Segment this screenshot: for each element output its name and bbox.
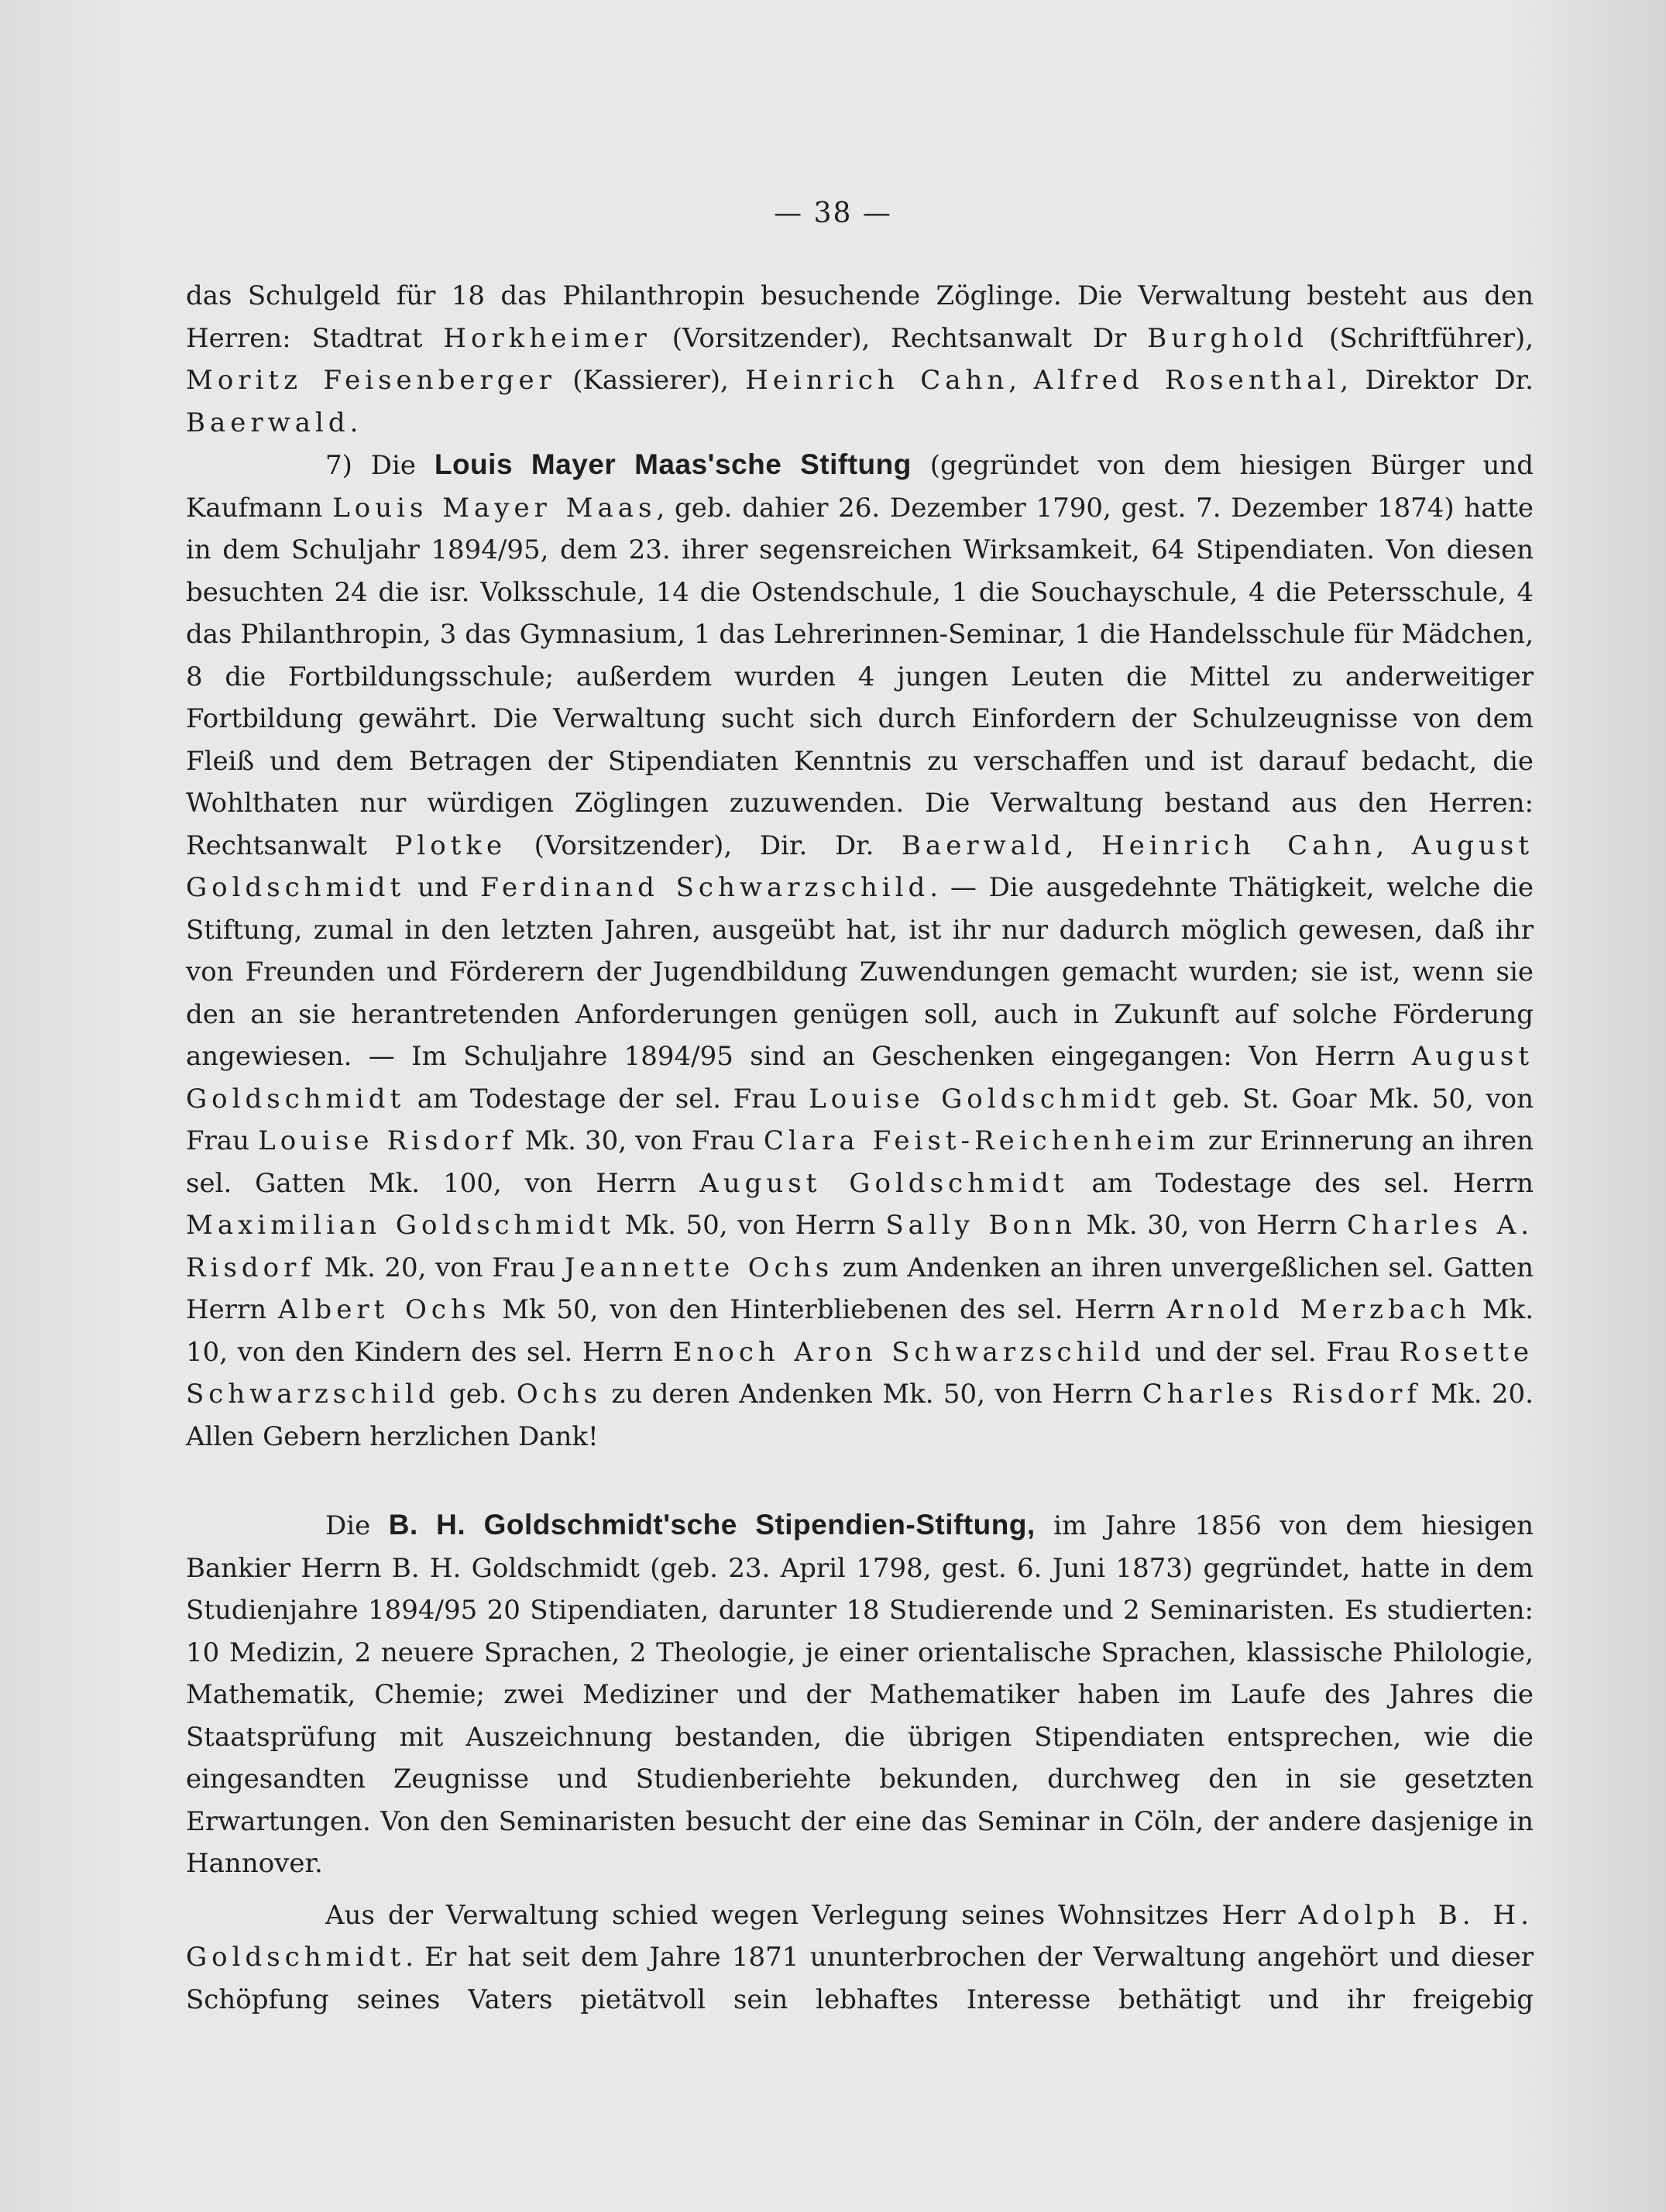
text-block-lower xyxy=(186,1504,1534,2021)
spaced-name: Louise Risdorf xyxy=(258,1125,517,1156)
spaced-name: Clara Feist-Reichenheim xyxy=(763,1125,1200,1156)
text-run: Mk. 30, von Herrn xyxy=(1076,1210,1348,1241)
spaced-name: Baerwald xyxy=(186,407,350,438)
text-run: zur Erinnerung an ihren sel. Gatten Mk. 100, von Herrn xyxy=(186,1125,1534,1199)
text-run: (Vorsitzender), Rechtsanwalt Dr xyxy=(651,322,1148,354)
text-run: das Schulgeld für 18 das Philanthropin besuchende Zöglinge. Die Verwaltung besteht aus den Herren: Stadtrat xyxy=(186,280,1534,354)
text-run: und der sel. Frau xyxy=(1145,1336,1400,1368)
text-run: (Kassierer), xyxy=(555,365,746,396)
spaced-name: Louise Goldschmidt xyxy=(809,1083,1161,1115)
spaced-name: Plotke xyxy=(394,830,507,861)
text-run: am Todestage der sel. Frau xyxy=(405,1083,809,1115)
spaced-name: Baerwald xyxy=(902,830,1066,861)
text-run: , xyxy=(1376,830,1412,861)
spaced-name: Heinrich Cahn xyxy=(1101,830,1376,861)
text-run: geb. St. Goar Mk. 50, von Frau xyxy=(186,1083,1534,1156)
spaced-name: Sally Bonn xyxy=(885,1210,1077,1241)
text-run: (gegründet von dem hiesigen Bürger und Kaufmann xyxy=(186,450,1534,524)
spaced-name: August Goldschmidt xyxy=(186,830,1534,903)
text-run: . — Die ausgedehnte Thätigkeit, welche die Stiftung, zumal in den letzten Jahren, ausgeübt hat, ist ihr nur dadurch möglich gewesen, daß ihr von Freunden und Förderern der Jugendbildung Zuwendungen gemacht wurden; sie ist, wenn sie den an sie herantretenden Anforderungen genügen soll, auch in Zukunft auf solche Förderung angewiesen. — Im Schuljahre 1894/95 sind an Geschenken eingegangen: Von Herrn xyxy=(186,872,1534,1072)
text-block-upper xyxy=(186,275,1534,1458)
section-heading: Louis Mayer Maas'sche Stiftung xyxy=(434,448,912,480)
paragraph-verwaltung xyxy=(186,1894,1534,2021)
text-run: Mk. 20. Allen Gebern herzlichen Dank! xyxy=(186,1379,1534,1452)
spaced-name: Heinrich Cahn xyxy=(745,365,1009,396)
spaced-name: August Goldschmidt xyxy=(186,1041,1534,1115)
spaced-name: Burghold xyxy=(1147,322,1309,354)
text-run: . xyxy=(349,407,359,438)
text-run: , geb. dahier 26. Dezember 1790, gest. 7. Dezember 1874) hatte in dem Schuljahr 1894/95, dem 23. ihrer segensreichen Wirksamkeit, 64 Stipendiaten. Von diesen besuchten 24 die isr. Volksschule, 14 die Ostendschule, 1 die Souchayschule, 4 die Petersschule, 4 das Philanthropin, 3 das Gymnasium, 1 das Lehrerinnen-Seminar, 1 die Handelsschule für Mädchen, 8 die Fortbildungsschule; außerdem wurden 4 jungen Leuten die Mittel zu anderweitiger Fortbildung gewährt. Die Verwaltung sucht sich durch Einfordern der Schulzeugnisse von dem Fleiß und dem Betragen der Stipendiaten Kenntnis zu verschaffen und ist darauf bedacht, die Wohlthaten nur würdigen Zöglingen zuzuwenden. Die Verwaltung bestand aus den Herren: Rechtsanwalt xyxy=(186,492,1534,861)
text-run: Mk 50, von den Hinterbliebenen des sel. Herrn xyxy=(490,1294,1167,1325)
paragraph-maas-stiftung xyxy=(186,444,1534,1458)
text-run: geb. xyxy=(439,1379,517,1410)
text-run: Mk. 30, von Frau xyxy=(516,1125,764,1156)
text-run: . Er hat seit dem Jahre 1871 ununterbrochen der Verwaltung angehört und dieser Schöpfung seines Vaters pietätvoll sein lebhaftes Interesse bethätigt und ihr freigebig xyxy=(186,1942,1534,2015)
text-run: Mk. 50, von Herrn xyxy=(615,1210,886,1241)
spaced-name: Horkheimer xyxy=(443,322,651,354)
spaced-name: Enoch Aron Schwarzschild xyxy=(672,1336,1146,1368)
paragraph-administration xyxy=(186,275,1534,444)
spaced-name: Arnold Merzbach xyxy=(1166,1294,1471,1325)
spaced-name: Maximilian Goldschmidt xyxy=(186,1210,616,1241)
spaced-name: Adolph B. H. Goldschmidt xyxy=(186,1899,1534,1973)
text-run: zum Andenken an ihren unvergeßlichen sel. Gatten Herrn xyxy=(186,1252,1534,1325)
text-run: Mk. 10, von den Kindern des sel. Herrn xyxy=(186,1294,1534,1368)
text-run: (Vorsitzender), Dir. Dr. xyxy=(507,830,902,861)
spaced-name: Moritz Feisenberger xyxy=(186,365,556,396)
text-run: , xyxy=(1065,830,1102,861)
spaced-name: Ochs xyxy=(516,1379,603,1410)
paragraph-goldschmidt-stiftung xyxy=(186,1504,1534,1885)
spaced-name: August Goldschmidt xyxy=(699,1167,1069,1199)
spaced-name: Jeannette Ochs xyxy=(564,1252,834,1283)
spaced-name: Charles Risdorf xyxy=(1142,1379,1421,1410)
spaced-name: Rosette Schwarzschild xyxy=(186,1336,1534,1410)
text-run: (Schriftführer), xyxy=(1308,322,1534,354)
text-run: zu deren Andenken Mk. 50, von Herrn xyxy=(602,1379,1142,1410)
spaced-name: Louis Mayer Maas xyxy=(332,492,657,524)
text-run: und xyxy=(405,872,481,903)
text-run: , xyxy=(1008,365,1034,396)
text-run: am Todestage des sel. Herrn xyxy=(1068,1167,1534,1199)
spaced-name: Ferdinand Schwarzschild xyxy=(480,872,930,903)
text-run: Aus der Verwaltung schied wegen Verlegung seines Wohnsitzes Herr xyxy=(325,1899,1299,1931)
text-run: im Jahre 1856 von dem hiesigen Bankier Herrn B. H. Goldschmidt (geb. 23. April 1798, gest. 6. Juni 1873) gegründet, hatte in dem Studienjahre 1894/95 20 Stipendiaten, darunter 18 Studierende und 2 Seminaristen. Es studierten: 10 Medizin, 2 neuere Sprachen, 2 Theologie, je einer orientalische Sprachen, klassische Philologie, Mathematik, Chemie; zwei Mediziner und der Mathematiker haben im Laufe des Jahres die Staatsprüfung mit Auszeichnung bestanden, die übrigen Stipendiaten entsprechen, wie die eingesandten Zeugnisse und Studienberiehte bekunden, durchweg den in sie gesetzten Erwartungen. Von den Seminaristen besucht der eine das Seminar in Cöln, der andere dasjenige in Hannover. xyxy=(186,1510,1534,1879)
spaced-name: Alfred Rosenthal xyxy=(1033,365,1341,396)
text-run: , Direktor Dr. xyxy=(1340,365,1534,396)
text-run: Die xyxy=(325,1510,389,1541)
spaced-name: Albert Ochs xyxy=(278,1294,491,1325)
text-run: Mk. 20, von Frau xyxy=(315,1252,565,1283)
text-run: 7) Die xyxy=(325,450,435,481)
section-heading: B. H. Goldschmidt'sche Stipendien-Stiftung, xyxy=(388,1509,1036,1540)
page-number: — 38 — xyxy=(774,198,892,229)
spaced-name: Charles A. Risdorf xyxy=(186,1210,1534,1283)
